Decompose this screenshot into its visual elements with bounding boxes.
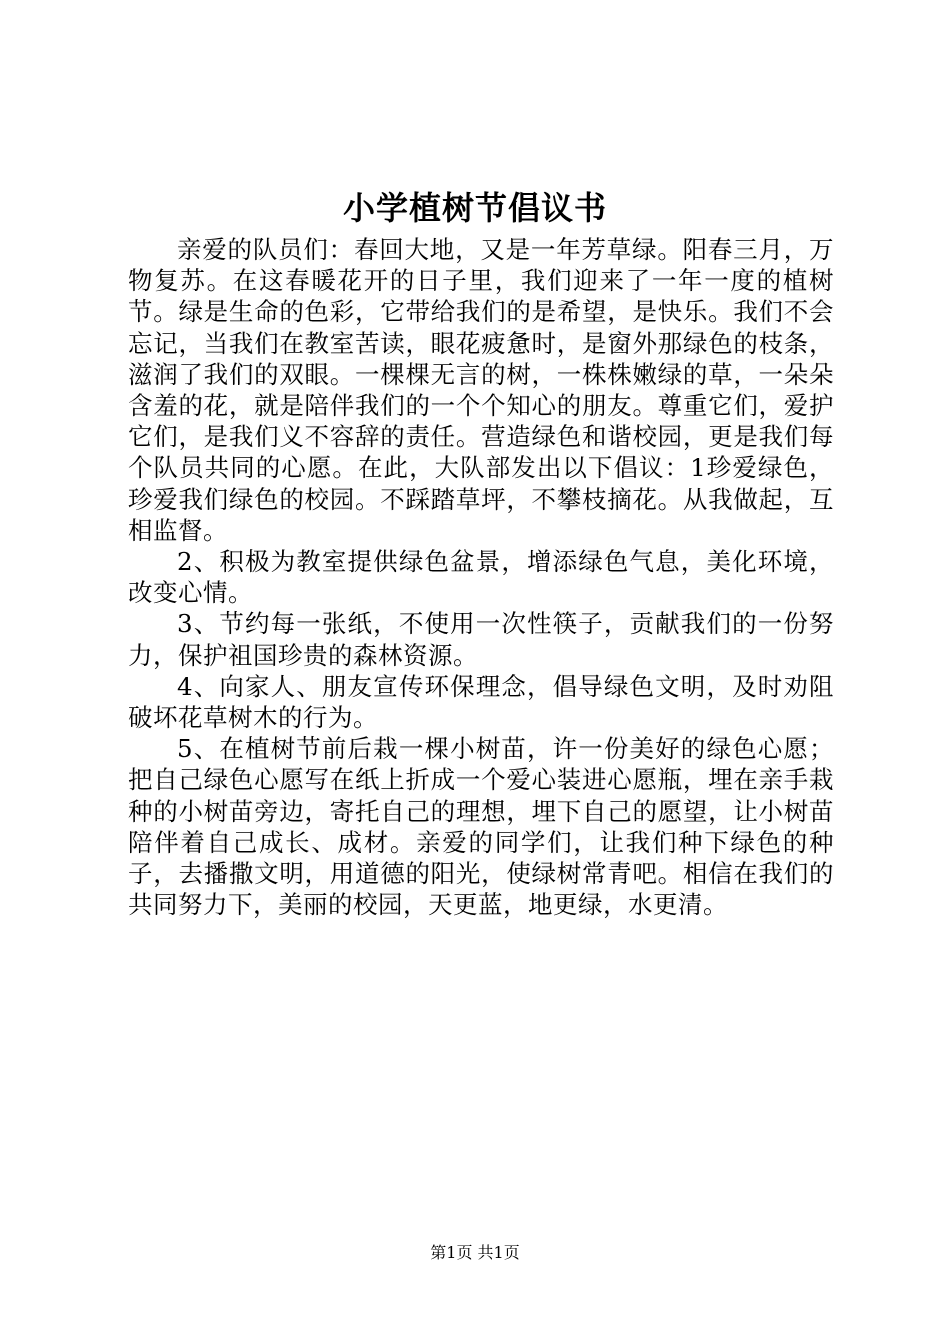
paragraph-item-3: 3、节约每一张纸，不使用一次性筷子，贡献我们的一份努力，保护祖国珍贵的森林资源。 bbox=[128, 609, 834, 670]
page-number-footer: 第1页 共1页 bbox=[430, 1243, 520, 1262]
document-body bbox=[128, 234, 834, 920]
paragraph-item-5: 5、在植树节前后栽一棵小树苗，许一份美好的绿色心愿；把自己绿色心愿写在纸上折成一个爱心装进心愿瓶，埋在亲手栽种的小树苗旁边，寄托自己的理想，埋下自己的愿望，让小树苗陪伴着自己成长、成材。亲爱的同学们，让我们种下绿色的种子，去播撒文明，用道德的阳光，使绿树常青吧。相信在我们的共同努力下，美丽的校园，天更蓝，地更绿，水更清。 bbox=[128, 734, 834, 920]
document-title: 小学植树节倡议书 bbox=[342, 189, 607, 227]
paragraph-item-2: 2、积极为教室提供绿色盆景，增添绿色气息，美化环境，改变心情。 bbox=[128, 547, 834, 608]
paragraph-item-4: 4、向家人、朋友宣传环保理念，倡导绿色文明，及时劝阻破坏花草树木的行为。 bbox=[128, 671, 834, 733]
paragraph-intro: 亲爱的队员们：春回大地，又是一年芳草绿。阳春三月，万物复苏。在这春暖花开的日子里，我们迎来了一年一度的植树节。绿是生命的色彩，它带给我们的是希望，是快乐。我们不会忘记，当我们在教室苦读，眼花疲惫时，是窗外那绿色的枝条，滋润了我们的双眼。一棵棵无言的树，一株株嫩绿的草，一朵朵含羞的花，就是陪伴我们的一个个知心的朋友。尊重它们，爱护它们，是我们义不容辞的责任。营造绿色和谐校园，更是我们每个队员共同的心愿。在此，大队部发出以下倡议：1珍爱绿色，珍爱我们绿色的校园。不踩踏草坪，不攀枝摘花。从我做起，互相监督。 bbox=[128, 235, 834, 545]
